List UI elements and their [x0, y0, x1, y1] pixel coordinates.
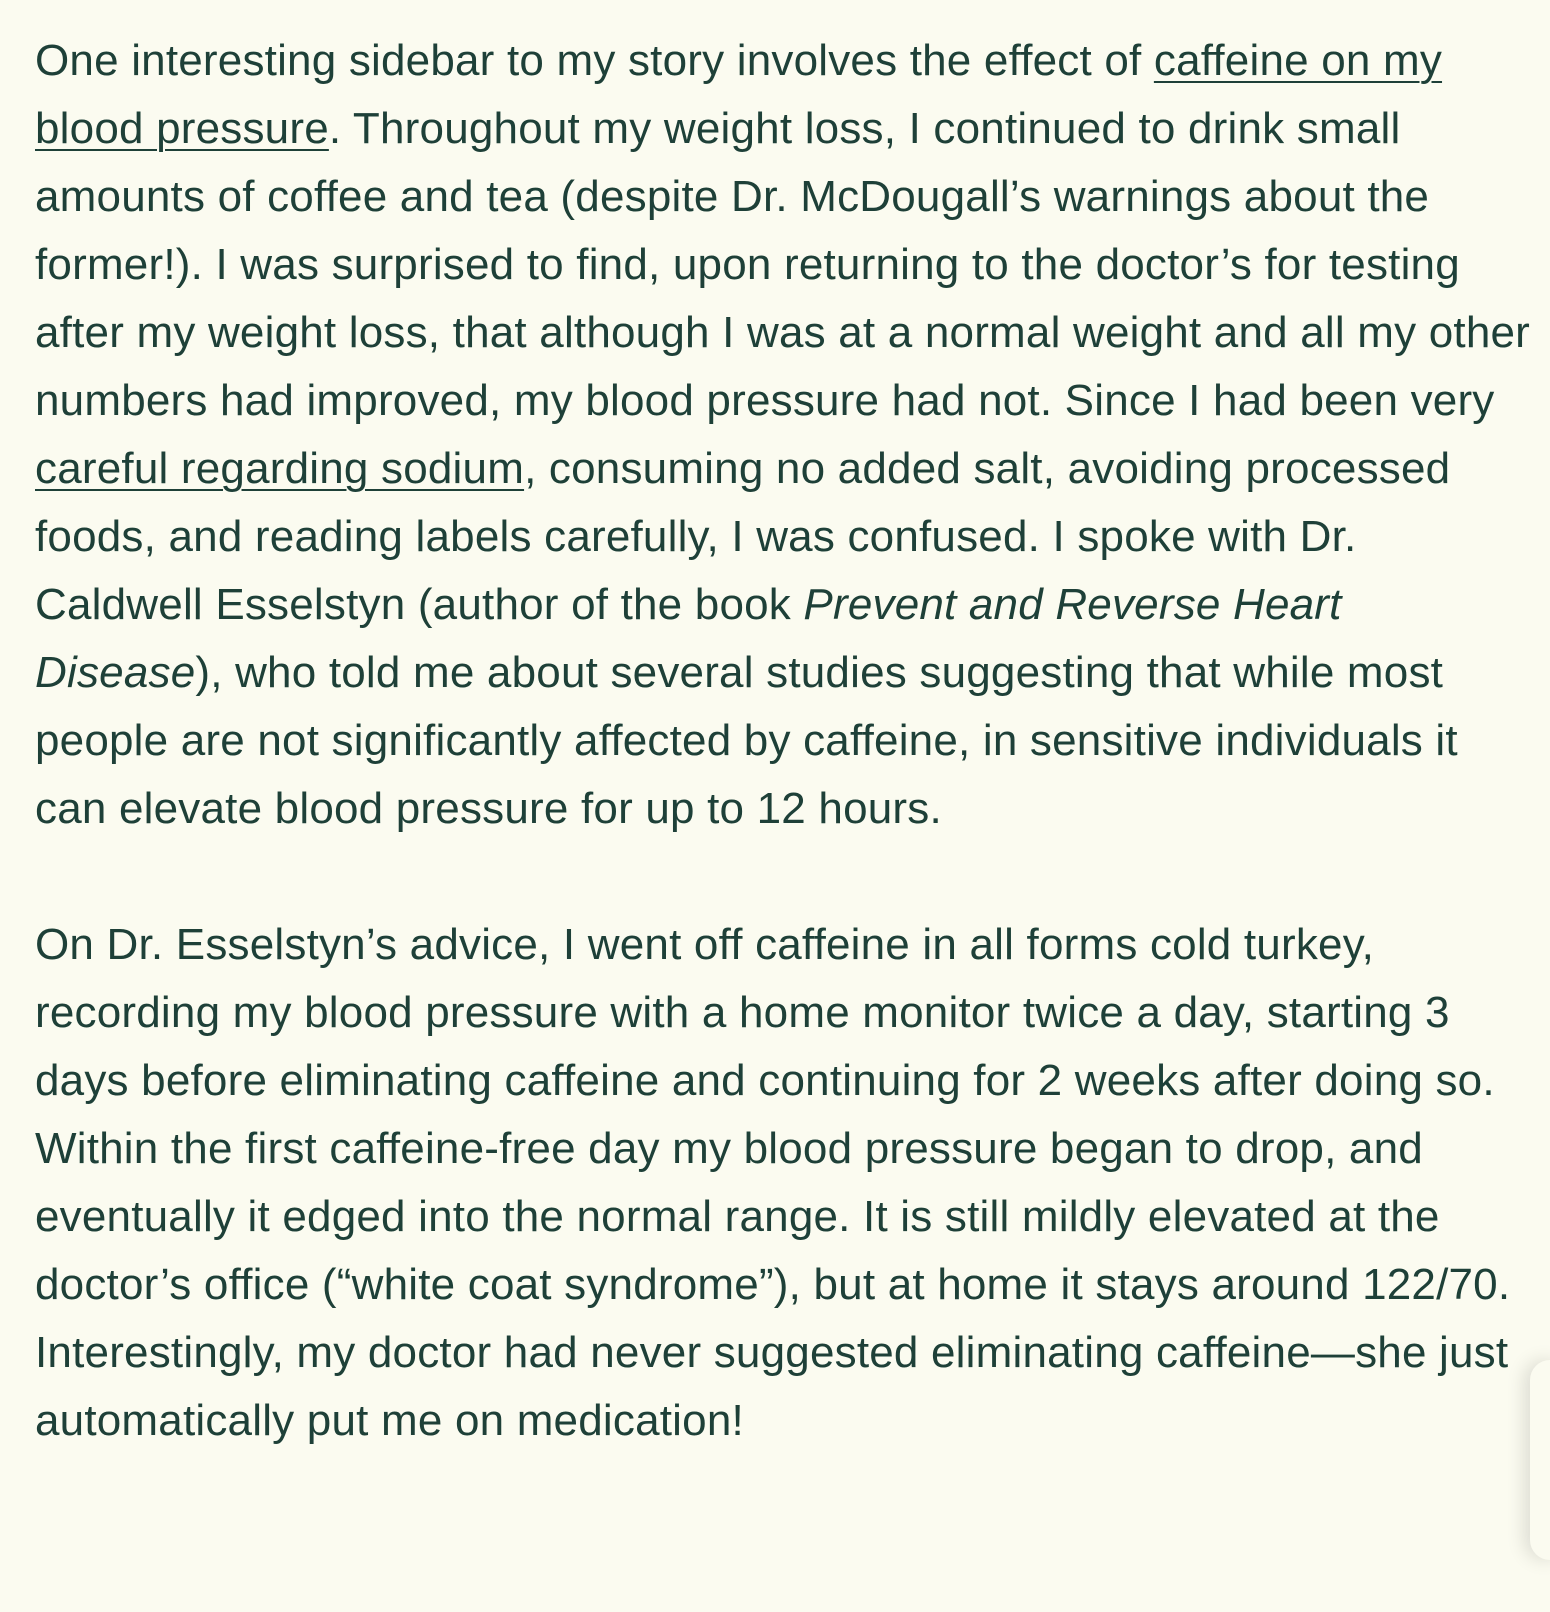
paragraph-text: , consuming no added salt, avoiding processed foods, and reading labels carefully, I was confused. I spoke with Dr. Caldwell Esselstyn (author of the book [35, 444, 1451, 629]
article-body [35, 27, 1535, 1523]
paragraph-caffeine-sidebar [35, 27, 1535, 843]
caffeine-blood-pressure-link[interactable]: caffeine on my blood pressure [35, 36, 1443, 153]
paragraph-text: One interesting sidebar to my story involves the effect of [35, 36, 1154, 85]
paragraph-esselstyn-advice: On Dr. Esselstyn’s advice, I went off caffeine in all forms cold turkey, recording my blood pressure with a home monitor twice a day, starting 3 days before eliminating caffeine and continuing for 2 weeks after doing so. Within the first caffeine-free day my blood pressure began to drop, and eventually it edged into the normal range. It is still mildly elevated at the doctor’s office (“white coat syndrome”), but at home it stays around 122/70. Interestingly, my doctor had never suggested eliminating caffeine—she just automatically put me on medication! [35, 920, 1511, 1445]
paragraph-text: ), who told me about several studies suggesting that while most people are not significantly affected by caffeine, in sensitive individuals it can elevate blood pressure for up to 12 hours. [35, 648, 1458, 833]
careful-regarding-sodium-link[interactable]: careful regarding sodium [35, 444, 525, 493]
book-title: Prevent and Reverse Heart Disease [35, 580, 1342, 697]
paragraph-text: . Throughout my weight loss, I continued to drink small amounts of coffee and tea (despite Dr. McDougall’s warnings about the former!). I was surprised to find, upon returning to the doctor’s for testing after my weight loss, that although I was at a normal weight and all my other numbers had improved, my blood pressure had not. Since I had been very [35, 104, 1531, 425]
scroll-edge-shadow [1530, 1360, 1550, 1560]
